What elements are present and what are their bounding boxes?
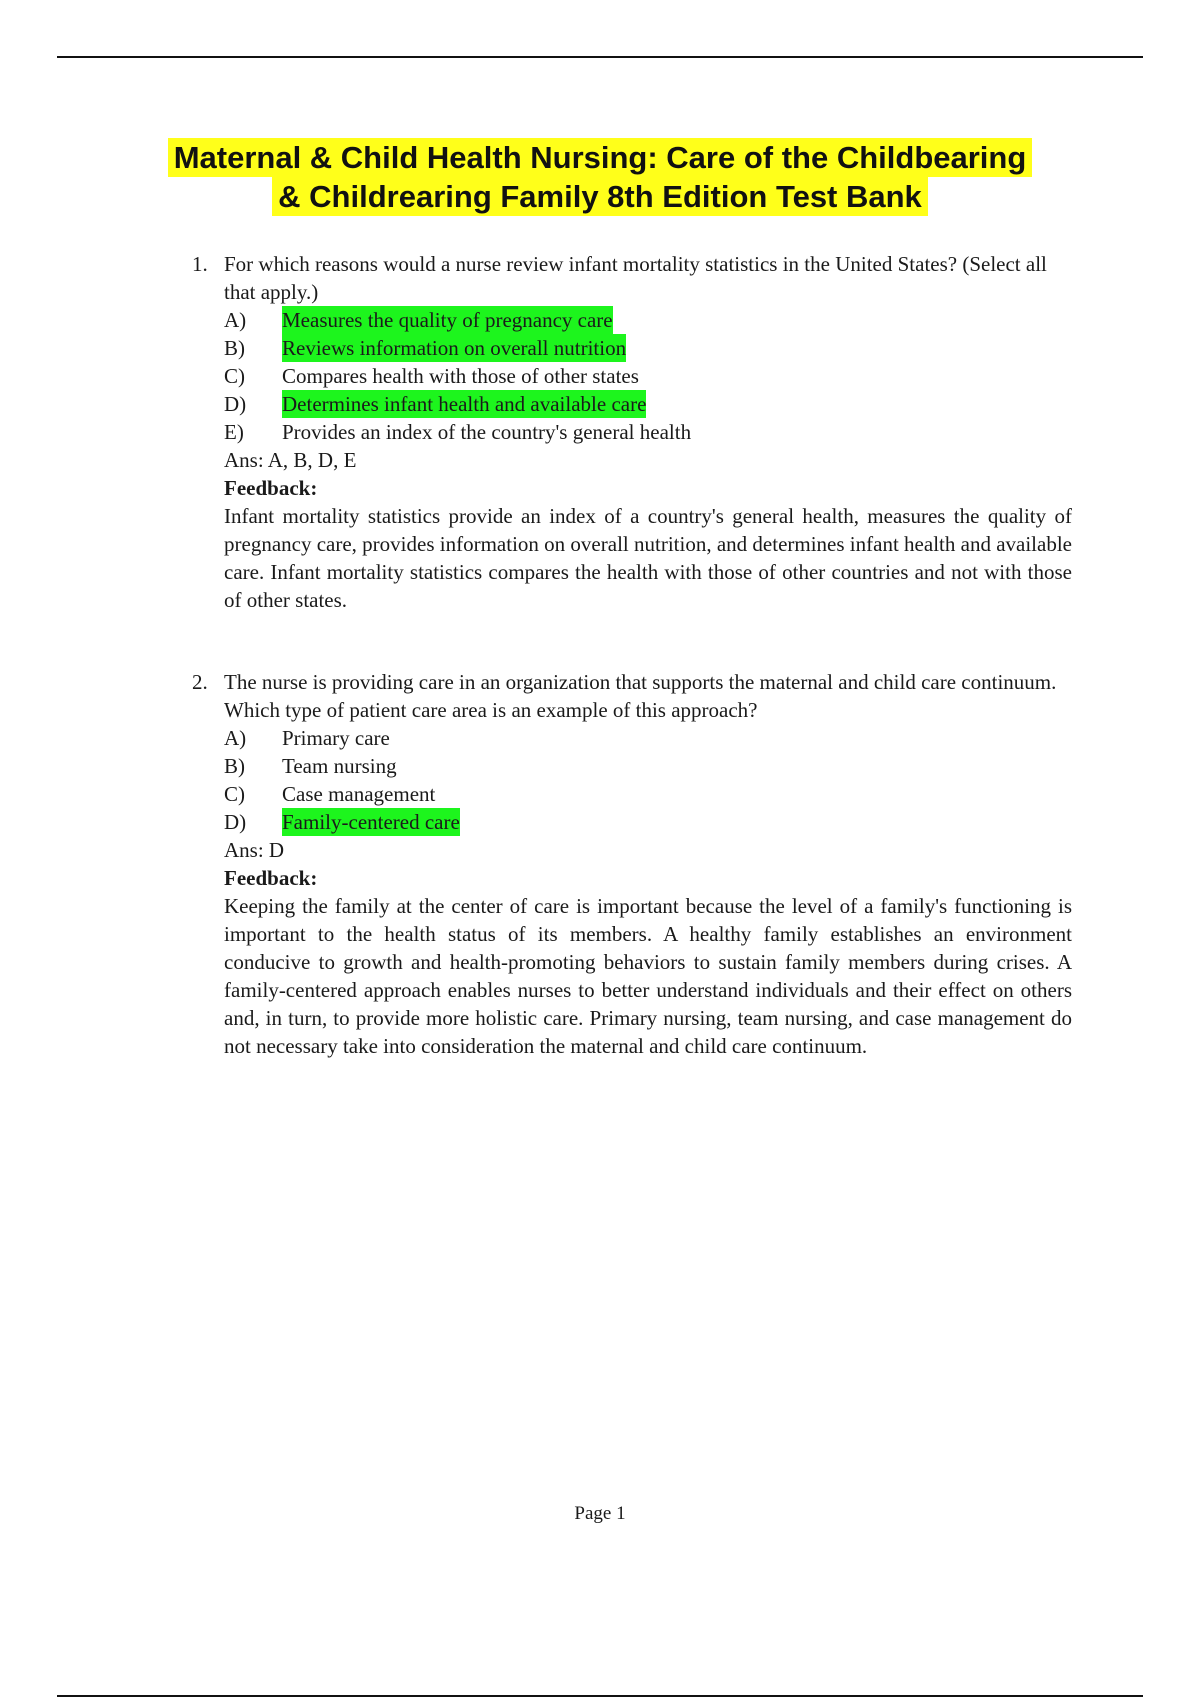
feedback-label: Feedback: <box>224 476 318 500</box>
title-line-1: Maternal & Child Health Nursing: Care of the Childbearing <box>168 138 1033 177</box>
option-text: Provides an index of the country's general health <box>282 420 692 444</box>
header-rule <box>57 56 1143 58</box>
option-text: Primary care <box>282 726 390 750</box>
option-letter: A) <box>224 726 247 750</box>
feedback-label: Feedback: <box>224 866 318 890</box>
feedback-text: Keeping the family at the center of care is important because the level of a family's functioning is important to the health status of its members. A healthy family establishes an environment conducive to growth and health-promoting behaviors to sustain family members during crises. A family-centered approach enables nurses to better understand individuals and their effect on others and, in turn, to provide more holistic care. Primary nursing, team nursing, and case management do not necessary take into consideration the maternal and child care continuum. <box>224 894 1072 1058</box>
option-a <box>192 724 1072 752</box>
option-b <box>192 752 1072 780</box>
question-text: The nurse is providing care in an organization that supports the maternal and child care continuum. Which type of patient care area is an example of this approach? <box>224 670 1057 722</box>
option-e <box>192 418 1072 446</box>
option-letter: D) <box>224 392 247 416</box>
option-letter: C) <box>224 782 245 806</box>
option-d <box>192 390 1072 418</box>
answer-key: Ans: D <box>224 838 285 862</box>
option-text-highlighted: Reviews information on overall nutrition <box>282 336 627 360</box>
option-d <box>192 808 1072 836</box>
feedback-text: Infant mortality statistics provide an index of a country's general health, measures the quality of pregnancy care, provides information on overall nutrition, and determines infant health and available care. Infant mortality statistics compares the health with those of other countries and not with those of other states. <box>224 504 1072 612</box>
option-text: Team nursing <box>282 754 397 778</box>
page-title <box>0 138 1200 216</box>
question-1 <box>192 250 1072 614</box>
option-c <box>192 780 1072 808</box>
option-text-highlighted: Family-centered care <box>282 810 460 834</box>
option-text: Case management <box>282 782 436 806</box>
page-number: Page 1 <box>574 1503 626 1524</box>
question-number: 1. <box>192 252 208 276</box>
option-letter: B) <box>224 336 245 360</box>
question-stem <box>192 250 1072 306</box>
option-text-highlighted: Determines infant health and available care <box>282 392 647 416</box>
option-letter: D) <box>224 810 247 834</box>
option-b <box>192 334 1072 362</box>
question-stem <box>192 668 1072 724</box>
option-letter: B) <box>224 754 245 778</box>
question-number: 2. <box>192 670 208 694</box>
option-text: Compares health with those of other states <box>282 364 639 388</box>
footer-rule <box>57 1695 1143 1697</box>
question-text: For which reasons would a nurse review infant mortality statistics in the United States? (Select all that apply.) <box>224 252 1047 304</box>
title-line-2: & Childrearing Family 8th Edition Test Bank <box>272 177 928 216</box>
option-a <box>192 306 1072 334</box>
option-text-highlighted: Measures the quality of pregnancy care <box>282 308 613 332</box>
option-letter: C) <box>224 364 245 388</box>
option-c <box>192 362 1072 390</box>
answer-key: Ans: A, B, D, E <box>224 448 357 472</box>
option-letter: E) <box>224 420 244 444</box>
question-2 <box>192 668 1072 1060</box>
option-letter: A) <box>224 308 247 332</box>
